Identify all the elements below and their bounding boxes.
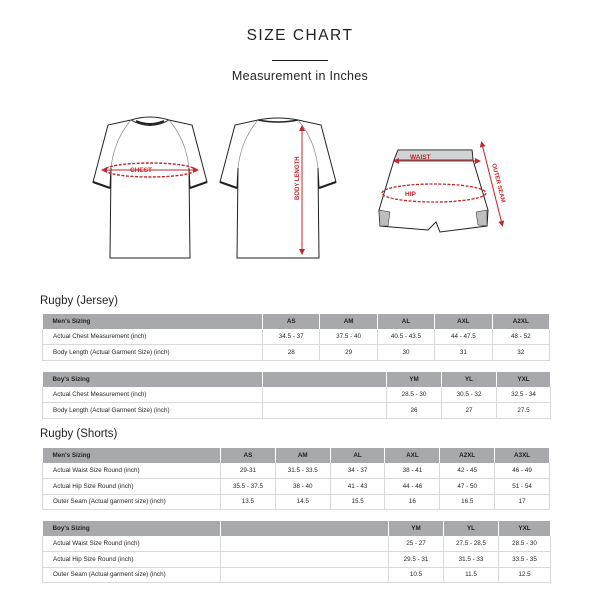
body-length-label: BODY LENGTH xyxy=(295,156,301,200)
table-header-row xyxy=(43,448,550,463)
table-cell: 42 - 45 xyxy=(440,463,495,478)
shorts-section-title: Rugby (Shorts) xyxy=(40,428,118,440)
table-cell: 12.5 xyxy=(499,567,551,582)
table-cell: 28 xyxy=(263,345,320,360)
row-label: Actual Waist Size Round (inch) xyxy=(43,463,221,478)
column-header: AS xyxy=(221,448,276,463)
jersey-mens-table xyxy=(42,314,550,361)
table-cell: 31.5 - 33 xyxy=(444,552,499,567)
table-cell: 29 xyxy=(320,345,377,360)
table-row xyxy=(43,479,550,494)
table-header-row xyxy=(43,314,550,329)
table-cell: 28.5 - 30 xyxy=(499,536,551,551)
title-divider xyxy=(272,60,328,61)
column-header: Men's Sizing xyxy=(43,314,263,329)
row-label: Outer Seam (Actual garment size) (inch) xyxy=(43,494,221,509)
column-header: AM xyxy=(320,314,377,329)
shorts-mens-table xyxy=(42,448,550,510)
table-row xyxy=(43,329,550,344)
table-cell: 31 xyxy=(435,345,492,360)
column-header: YL xyxy=(444,521,499,536)
table-cell: 48 - 52 xyxy=(492,329,549,344)
table-cell: 11.5 xyxy=(444,567,499,582)
table-header-row xyxy=(43,521,551,536)
table-cell: 31.5 - 33.5 xyxy=(275,463,330,478)
table-row xyxy=(43,345,550,360)
column-header: A2XL xyxy=(492,314,549,329)
column-header-blank xyxy=(263,372,387,387)
jersey-back-illustration xyxy=(220,118,336,258)
jersey-front-illustration xyxy=(93,117,207,258)
jersey-boys-table xyxy=(42,372,551,419)
table-cell: 37.5 - 40 xyxy=(320,329,377,344)
table-cell: 32 xyxy=(492,345,549,360)
table-row xyxy=(43,403,551,418)
column-header: AM xyxy=(275,448,330,463)
table-cell-blank xyxy=(263,387,387,402)
jersey-section-title: Rugby (Jersey) xyxy=(40,295,118,307)
garment-illustrations xyxy=(60,98,540,268)
page-subtitle: Measurement in Inches xyxy=(231,69,369,83)
page-title: SIZE CHART xyxy=(246,27,354,44)
table-cell: 13.5 xyxy=(221,494,276,509)
row-label: Actual Chest Measurement (inch) xyxy=(43,387,263,402)
row-label: Actual Hip Size Round (inch) xyxy=(43,552,221,567)
table-cell: 34 - 37 xyxy=(330,463,385,478)
column-header: A3XL xyxy=(495,448,550,463)
table-cell: 33.5 - 35 xyxy=(499,552,551,567)
row-label: Outer Seam (Actual garment size) (inch) xyxy=(43,567,221,582)
table-row xyxy=(43,536,551,551)
row-label: Actual Chest Measurement (inch) xyxy=(43,329,263,344)
row-label: Actual Waist Size Round (inch) xyxy=(43,536,221,551)
column-header: Boy's Sizing xyxy=(43,521,221,536)
column-header: AL xyxy=(330,448,385,463)
table-row xyxy=(43,552,551,567)
column-header: YM xyxy=(387,372,442,387)
column-header: AL xyxy=(377,314,434,329)
row-label: Body Length (Actual Garment Size) (inch) xyxy=(43,403,263,418)
table-cell: 30.5 - 32 xyxy=(442,387,497,402)
table-row xyxy=(43,494,550,509)
shorts-illustration xyxy=(379,144,506,232)
hip-label: HIP xyxy=(405,191,416,198)
table-cell: 16.5 xyxy=(440,494,495,509)
table-row xyxy=(43,463,550,478)
table-cell: 26 xyxy=(387,403,442,418)
table-cell: 44 - 47.5 xyxy=(435,329,492,344)
table-cell: 46 - 49 xyxy=(495,463,550,478)
column-header: YM xyxy=(389,521,444,536)
table-cell-blank xyxy=(221,552,389,567)
outer-seam-label: OUTER SEAM xyxy=(490,163,506,204)
column-header-blank xyxy=(221,521,389,536)
column-header: Men's Sizing xyxy=(43,448,221,463)
table-cell: 25 - 27 xyxy=(389,536,444,551)
column-header: A2XL xyxy=(440,448,495,463)
table-cell: 14.5 xyxy=(275,494,330,509)
table-cell-blank xyxy=(221,567,389,582)
chest-label: CHEST xyxy=(130,167,153,174)
table-cell: 41 - 43 xyxy=(330,479,385,494)
column-header: YXL xyxy=(497,372,551,387)
table-row xyxy=(43,387,551,402)
column-header: YL xyxy=(442,372,497,387)
table-cell: 38 - 41 xyxy=(385,463,440,478)
shorts-boys-table xyxy=(42,521,551,583)
row-label: Body Length (Actual Garment Size) (inch) xyxy=(43,345,263,360)
table-cell: 27.5 xyxy=(497,403,551,418)
table-cell: 27 xyxy=(442,403,497,418)
table-cell: 32.5 - 34 xyxy=(497,387,551,402)
table-cell: 16 xyxy=(385,494,440,509)
table-cell: 34.5 - 37 xyxy=(263,329,320,344)
column-header: AS xyxy=(263,314,320,329)
table-cell: 38 - 40 xyxy=(275,479,330,494)
table-cell-blank xyxy=(221,536,389,551)
table-row xyxy=(43,567,551,582)
table-cell: 30 xyxy=(377,345,434,360)
table-cell: 17 xyxy=(495,494,550,509)
table-cell: 40.5 - 43.5 xyxy=(377,329,434,344)
table-cell: 28.5 - 30 xyxy=(387,387,442,402)
table-cell-blank xyxy=(263,403,387,418)
waist-label: WAIST xyxy=(410,154,431,161)
table-cell: 29-31 xyxy=(221,463,276,478)
column-header: AXL xyxy=(435,314,492,329)
table-cell: 15.5 xyxy=(330,494,385,509)
table-cell: 27.5 - 28.5 xyxy=(444,536,499,551)
table-cell: 47 - 50 xyxy=(440,479,495,494)
column-header: YXL xyxy=(499,521,551,536)
table-cell: 10.5 xyxy=(389,567,444,582)
column-header: AXL xyxy=(385,448,440,463)
table-cell: 51 - 54 xyxy=(495,479,550,494)
table-cell: 44 - 46 xyxy=(385,479,440,494)
table-cell: 29.5 - 31 xyxy=(389,552,444,567)
table-header-row xyxy=(43,372,551,387)
row-label: Actual Hip Size Round (inch) xyxy=(43,479,221,494)
column-header: Boy's Sizing xyxy=(43,372,263,387)
table-cell: 35.5 - 37.5 xyxy=(221,479,276,494)
